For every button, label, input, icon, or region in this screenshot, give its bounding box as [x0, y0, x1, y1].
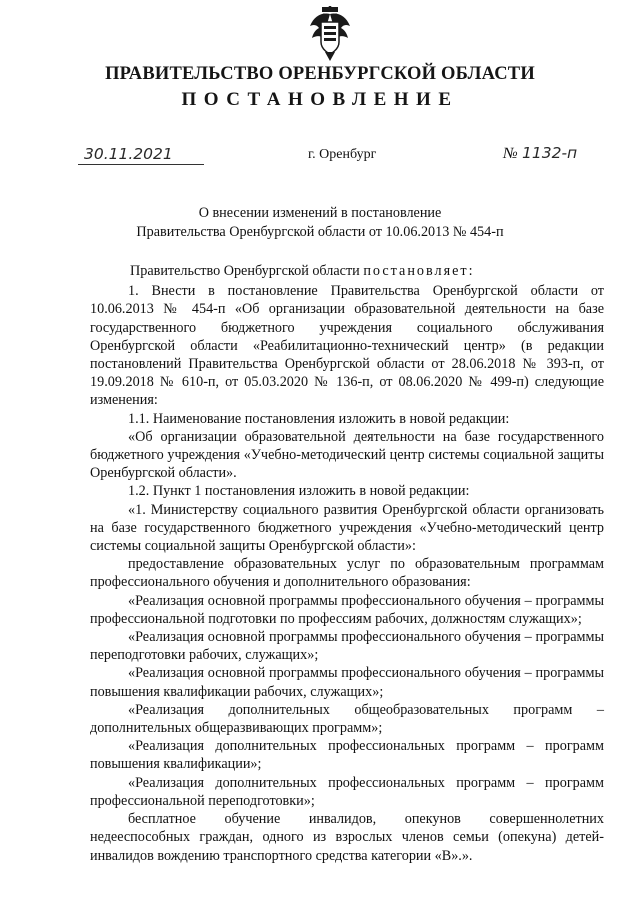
- lead-decree-word: постановляет:: [363, 263, 475, 279]
- program-item-3: «Реализация основной программы профессионального обучения – программы повышения квалификации рабочих, служащих»;: [90, 665, 604, 700]
- program-item-4: «Реализация дополнительных общеобразовательных программ – дополнительных общеразвивающих программ»;: [90, 701, 604, 737]
- document-date: 30.11.2021: [84, 145, 173, 163]
- lead-prefix: Правительство Оренбургской области: [130, 263, 360, 279]
- program-item-5: «Реализация дополнительных профессиональных программ – программ повышения квалификации»;: [90, 738, 604, 773]
- date-underline: [78, 164, 204, 165]
- document-number: 1132-п: [522, 144, 578, 162]
- paragraph-driving: бесплатное обучение инвалидов, опекунов совершеннолетних недееспособных граждан, одного из взрослых членов семьи (опекуна) детей-инвалидов вождению транспортного средства категории «В».».: [90, 811, 604, 864]
- coat-of-arms-icon: [308, 6, 352, 62]
- document-subject: [0, 204, 640, 242]
- document-city: г. Оренбург: [308, 147, 377, 162]
- subject-line-1: О внесении изменений в постановление: [198, 205, 442, 221]
- paragraph-1-1-text: «Об организации образовательной деятельности на базе государственного бюджетного учреждения «Учебно-методический центр системы социальной защиты Оренбургской области».: [90, 428, 604, 482]
- paragraph-1-2: 1.2. Пункт 1 постановления изложить в новой редакции:: [128, 483, 470, 500]
- subject-line-2: Правительства Оренбургской области от 10.06.2013 № 454-п: [136, 224, 504, 240]
- document-type: ПОСТАНОВЛЕНИЕ: [181, 89, 459, 110]
- paragraph-1: 1. Внести в постановление Правительства Оренбургской области от 10.06.2013 № 454-п «Об организации образовательной деятельности на базе государственного бюджетного учреждения социального обслуживания Оренбургской области «Реабилитационно-технический центр» (в редакции постановлений Правительства Оренбургской области от 28.06.2018 № 393-п, от 19.09.2018 № 610-п, от 05.03.2020 № 136-п, от 08.06.2020 № 499-п) следующие изменения:: [90, 283, 604, 409]
- number-label: №: [503, 145, 518, 162]
- program-item-1: «Реализация основной программы профессионального обучения – программы профессиональной подготовки по профессиям рабочих, должностям служащих»;: [90, 592, 604, 627]
- document-body: [90, 262, 604, 865]
- program-item-6: «Реализация дополнительных профессиональных программ – программ профессиональной переподготовки»;: [90, 774, 604, 809]
- lead-paragraph: [90, 262, 604, 280]
- paragraph-services: предоставление образовательных услуг по образовательным программам профессионального обучения и дополнительного образования:: [90, 556, 604, 591]
- paragraph-1-1: 1.1. Наименование постановления изложить в новой редакции:: [128, 410, 510, 427]
- organization-title: ПРАВИТЕЛЬСТВО ОРЕНБУРГСКОЙ ОБЛАСТИ: [105, 64, 535, 84]
- paragraph-1-2-text: «1. Министерству социального развития Оренбургской области организовать на базе государственного бюджетного учреждения «Учебно-методический центр системы социальной защиты Оренбургской области»:: [90, 501, 604, 555]
- program-item-2: «Реализация основной программы профессионального обучения – программы переподготовки рабочих, служащих»;: [90, 629, 604, 664]
